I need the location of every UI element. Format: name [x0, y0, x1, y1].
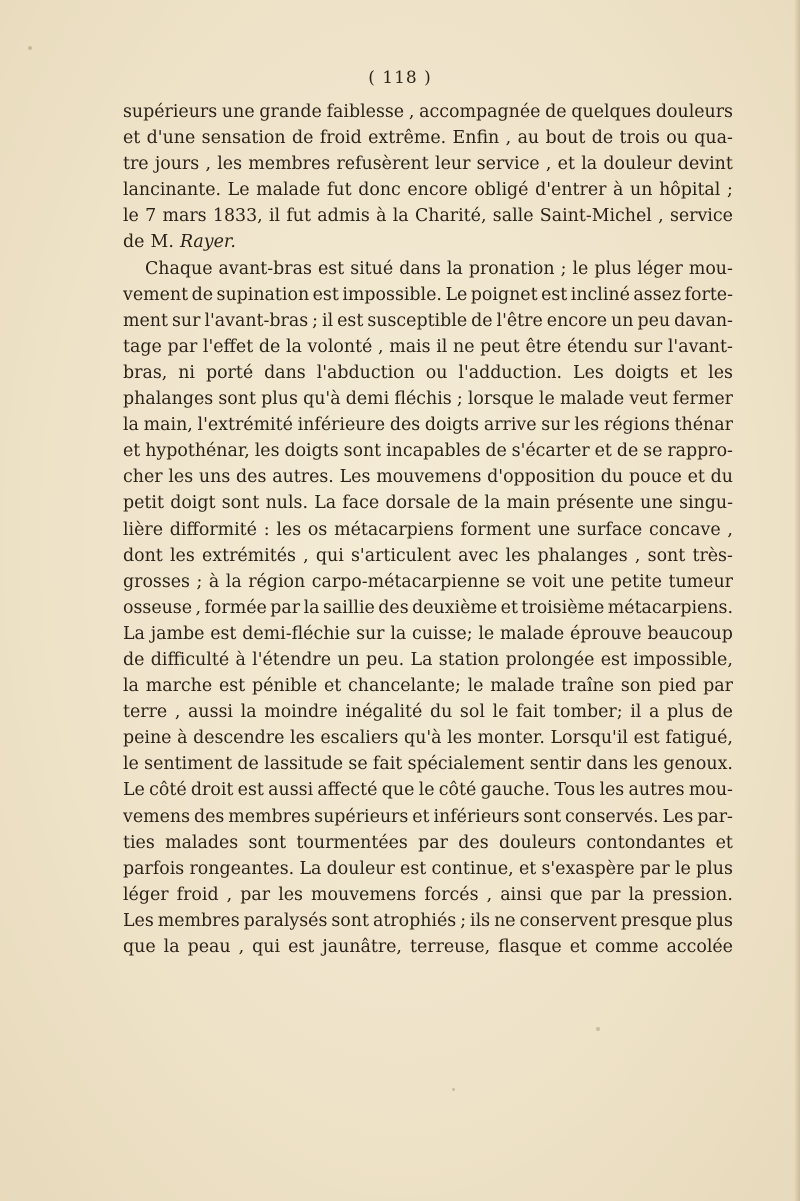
text-line: petit doigt sont nuls. La face dorsale de la main présente une singu- — [123, 493, 733, 514]
text-line: Le côté droit est aussi affecté que le côté gauche. Tous les autres mou- — [123, 780, 733, 801]
paper-speck — [28, 46, 32, 50]
text-line: bras, ni porté dans l'abduction ou l'adduction. Les doigts et les — [123, 362, 733, 383]
text-line: ties malades sont tourmentées par des douleurs contondantes et — [123, 832, 733, 853]
page-number: ( 118 ) — [368, 68, 432, 88]
text-line: que la peau , qui est jaunâtre, terreuse, flasque et comme accolée — [123, 937, 733, 957]
text-line: de M. Rayer. — [123, 232, 236, 253]
text-line: phalanges sont plus qu'à demi fléchis ; lorsque le malade veut fermer — [123, 389, 733, 410]
text-line: supérieurs une grande faiblesse , accompagnée de quelques douleurs — [123, 102, 733, 122]
text-line: lancinante. Le malade fut donc encore obligé d'entrer à un hôpital ; — [123, 180, 733, 201]
text-line: et d'une sensation de froid extrême. Enfin , au bout de trois ou qua- — [123, 128, 733, 149]
text-line: le sentiment de lassitude se fait spécialement sentir dans les genoux. — [123, 754, 733, 775]
page-edge-shadow — [794, 0, 800, 1201]
body-text — [123, 99, 733, 960]
text-line: la marche est pénible et chancelante; le malade traîne son pied par — [123, 676, 733, 697]
paper-speck — [596, 1027, 600, 1031]
text-line: parfois rongeantes. La douleur est continue, et s'exaspère par le plus — [123, 858, 733, 879]
text-line: et hypothénar, les doigts sont incapables de s'écarter et de se rappro- — [123, 441, 733, 462]
text-line: vemens des membres supérieurs et inférieurs sont conservés. Les par- — [123, 806, 733, 827]
text-line: dont les extrémités , qui s'articulent avec les phalanges , sont très- — [123, 545, 733, 566]
text-line: le 7 mars 1833, il fut admis à la Charité, salle Saint-Michel , service — [123, 206, 733, 227]
text-line: osseuse , formée par la saillie des deuxième et troisième métacarpiens. — [123, 597, 733, 618]
text-line: vement de supination est impossible. Le poignet est incliné assez forte- — [123, 284, 733, 305]
text-line: La jambe est demi-fléchie sur la cuisse; le malade éprouve beaucoup — [123, 623, 733, 644]
text-line: lière difformité : les os métacarpiens forment une surface concave , — [123, 519, 733, 540]
text-line: grosses ; à la région carpo-métacarpienne se voit une petite tumeur — [123, 571, 733, 592]
text-line: la main, l'extrémité inférieure des doigts arrive sur les régions thénar — [123, 415, 733, 436]
paper-speck — [452, 1088, 455, 1091]
text-line: ment sur l'avant-bras ; il est susceptible de l'être encore un peu davan- — [123, 310, 733, 331]
text-line: cher les uns des autres. Les mouvemens d'opposition du pouce et du — [123, 467, 733, 488]
text-line: Les membres paralysés sont atrophiés ; ils ne conservent presque plus — [123, 910, 733, 931]
text-line: léger froid , par les mouvemens forcés , ainsi que par la pression. — [123, 884, 733, 905]
text-line: peine à descendre les escaliers qu'à les monter. Lorsqu'il est fatigué, — [123, 728, 733, 749]
text-line: de difficulté à l'étendre un peu. La station prolongée est impossible, — [123, 649, 733, 670]
text-line: tage par l'effet de la volonté , mais il ne peut être étendu sur l'avant- — [123, 336, 733, 357]
text-line: tre jours , les membres refusèrent leur service , et la douleur devint — [123, 154, 733, 175]
text-line: terre , aussi la moindre inégalité du sol le fait tomber; il a plus de — [123, 702, 733, 723]
text-line: Chaque avant-bras est situé dans la pronation ; le plus léger mou- — [145, 258, 733, 279]
